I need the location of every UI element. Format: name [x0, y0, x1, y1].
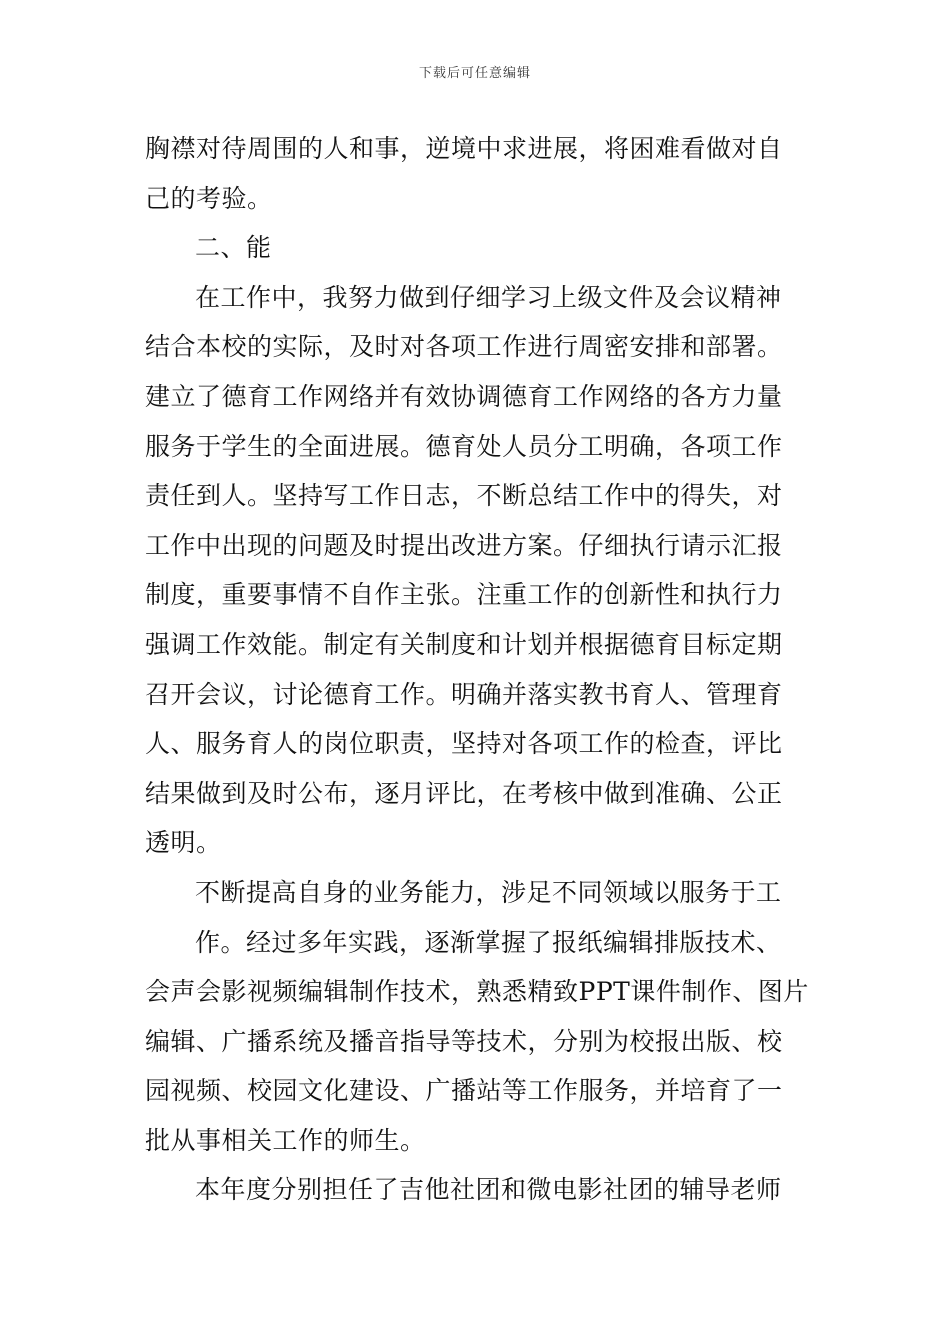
- text-line: 结合本校的实际，及时对各项工作进行周密安排和部署。: [145, 332, 783, 362]
- text-line: 本年度分别担任了吉他社团和微电影社团的辅导老师: [195, 1175, 782, 1205]
- text-line: 工作中出现的问题及时提出改进方案。仔细执行请示汇报: [145, 530, 783, 560]
- text-line: 建立了德育工作网络并有效协调德育工作网络的各方力量: [145, 381, 783, 411]
- text-line: 会声会影视频编辑制作技术，熟悉精致PPT课件制作、图片: [145, 977, 809, 1007]
- section-heading: 二、能: [195, 233, 272, 263]
- page-header: 下载后可任意编辑: [418, 66, 531, 81]
- text-line: 园视频、校园文化建设、广播站等工作服务，并培育了一: [145, 1076, 783, 1106]
- text-line: 召开会议，讨论德育工作。明确并落实教书育人、管理育: [145, 679, 783, 709]
- text-line: 强调工作效能。制定有关制度和计划并根据德育目标定期: [145, 629, 783, 659]
- text-line: 制度，重要事情不自作主张。注重工作的创新性和执行力: [145, 580, 783, 610]
- document-body: [145, 124, 810, 1215]
- text-line: 作。经过多年实践，逐渐掌握了报纸编辑排版技术、: [195, 927, 782, 957]
- text-line: 批从事相关工作的师生。: [145, 1125, 426, 1155]
- text-line: 不断提高自身的业务能力，涉足不同领域以服务于工: [195, 877, 782, 907]
- text-line: 己的考验。: [145, 183, 273, 213]
- text-line: 胸襟对待周围的人和事，逆境中求进展，将困难看做对自: [145, 134, 783, 163]
- text-line: 透明。: [145, 828, 222, 858]
- text-line: 编辑、广播系统及播音指导等技术，分别为校报出版、校: [145, 1026, 783, 1056]
- text-line: 责任到人。坚持写工作日志，不断总结工作中的得失，对: [145, 481, 783, 511]
- text-line: 在工作中，我努力做到仔细学习上级文件及会议精神: [195, 282, 782, 312]
- text-line: 结果做到及时公布，逐月评比，在考核中做到准确、公正: [145, 778, 783, 808]
- text-line: 服务于学生的全面进展。德育处人员分工明确，各项工作: [145, 431, 783, 461]
- text-line: 人、服务育人的岗位职责，坚持对各项工作的检查，评比: [145, 729, 783, 759]
